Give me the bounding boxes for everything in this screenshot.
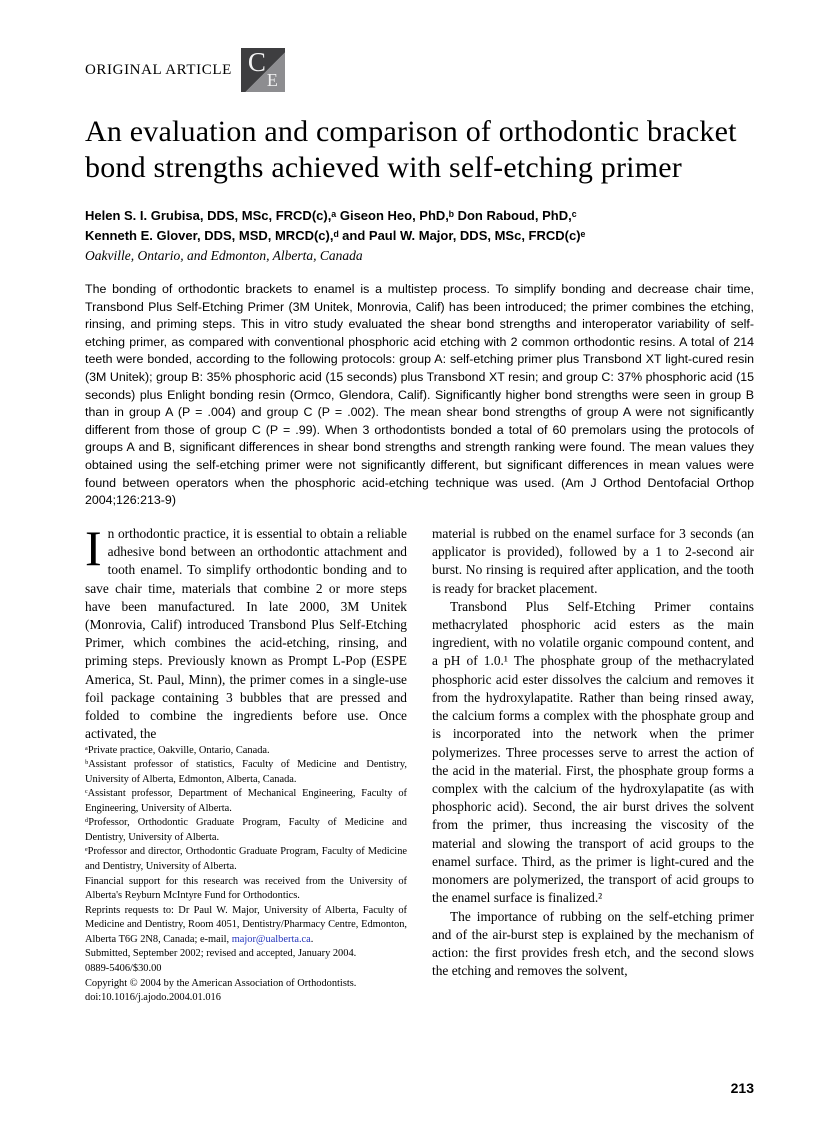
affiliation-line: Oakville, Ontario, and Edmonton, Alberta, Canada	[85, 248, 363, 263]
body-paragraph-1: material is rubbed on the enamel surface for 3 seconds (an applicator is provided), followed by a 1 to 2-second air burst. No rinsing is required after application, and the tooth is ready for bracket placement.	[432, 525, 754, 596]
footnote-affiliation-a: ᵃPrivate practice, Oakville, Ontario, Canada.	[85, 744, 270, 756]
intro-paragraph	[85, 519, 407, 744]
footnote-affiliation-b: ᵇAssistant professor of statistics, Faculty of Medicine and Dentistry, University of Alberta, Edmonton, Alberta, Canada.	[85, 759, 407, 785]
footnote-affiliation-e: ᵉProfessor and director, Orthodontic Graduate Program, Faculty of Medicine and Dentistry, University of Alberta.	[85, 846, 407, 873]
left-column	[85, 519, 407, 1052]
email-link[interactable]: major@ualberta.ca	[231, 933, 311, 945]
footnote-reprints-period: .	[310, 933, 314, 945]
authors-block	[85, 206, 754, 245]
ce-badge-letter-c: C	[247, 47, 266, 77]
ce-badge-letter-e: E	[266, 70, 278, 91]
right-column	[432, 525, 754, 1052]
footnotes-block	[85, 744, 407, 1052]
intro-paragraph-text: n orthodontic practice, it is essential to obtain a reliable adhesive bond between an orthodontic attachment and tooth enamel. To simplify orthodontic bonding and to save chair time, materials that combine 2 or more steps have been manufactured. In late 2000, 3M Unitek (Monrovia, Calif) introduced Transbond Plus Self-Etching Primer, which combines the acid-etching, rinsing, and priming steps. Previously known as Prompt L-Pop (ESPE America, St. Paul, Minn), the primer comes in a single-use foil package containing 3 bubbles that are pressed and folded to combine the ingredients before use. Once activated, the	[85, 525, 407, 742]
footnote-submitted-date: Submitted, September 2002; revised and accepted, January 2004.	[85, 948, 357, 960]
authors-line-2: Kenneth E. Glover, DDS, MSD, MRCD(c),ᵈ and Paul W. Major, DDS, MSc, FRCD(c)ᵉ	[85, 227, 586, 243]
ce-badge-icon	[241, 48, 285, 92]
footnote-reprints	[85, 904, 407, 948]
footnote-financial-support: Financial support for this research was received from the University of Alberta's Reyburn McIntyre Fund for Orthodontics.	[85, 875, 407, 902]
footnote-copyright: Copyright © 2004 by the American Association of Orthodontists.	[85, 977, 357, 989]
drop-cap: I	[85, 519, 102, 576]
footnote-reprints-text: Reprints requests to: Dr Paul W. Major, University of Alberta, Faculty of Medicine and Dentistry, Room 4051, Dentistry/Pharmacy Centre, Edmonton, Alberta T6G 2N8, Canada; e-mail,	[85, 904, 407, 945]
footnote-affiliation-d: ᵈProfessor, Orthodontic Graduate Program, Faculty of Medicine and Dentistry, University of Alberta.	[85, 817, 407, 843]
body-paragraph-3: The importance of rubbing on the self-etching primer and of the air-burst step is explained by the mechanism of action: the first provides fresh etch, and the second slows the etching and removes the solvent,	[432, 908, 754, 979]
page-number: 213	[730, 1080, 754, 1096]
footnote-issn-price: 0889-5406/$30.00	[85, 962, 162, 974]
article-title: An evaluation and comparison of orthodontic bracket bond strengths achieved with self-etching primer	[85, 115, 737, 184]
body-paragraph-2: Transbond Plus Self-Etching Primer contains methacrylated phosphoric acid esters as the main ingredient, with no volatile organic compound content, and a pH of 1.0.¹ The phosphate group of the methacrylated phosphoric acid ester dissolves the calcium and removes it from the hydroxylapatite. Rather than being rinsed away, the calcium forms a complex with the phosphate group and is incorporated into the network when the primer polymerizes. Three processes serve to arrest the action of the acid in the material. First, the phosphate group forms a complex with the calcium of the hydroxylapatite (as with phosphoric acid). Second, the air burst drives the solvent from the primer, thus increasing the viscosity of the material and slowing the transport of acid groups to the enamel surface. Third, as the primer is light-cured and the monomers are polymerized, the transport of acid groups to the enamel surface is finalized.²	[432, 598, 754, 906]
footnote-affiliation-c: ᶜAssistant professor, Department of Mechanical Engineering, Faculty of Engineering, University of Alberta.	[85, 788, 407, 814]
footnote-doi: doi:10.1016/j.ajodo.2004.01.016	[85, 992, 221, 1004]
authors-line-1: Helen S. I. Grubisa, DDS, MSc, FRCD(c),ᵃ Giseon Heo, PhD,ᵇ Don Raboud, PhD,ᶜ	[85, 208, 577, 223]
body-columns	[85, 519, 754, 1052]
article-type-label: ORIGINAL ARTICLE	[85, 62, 232, 78]
abstract-paragraph: The bonding of orthodontic brackets to enamel is a multistep process. To simplify bonding and decrease chair time, Transbond Plus Self-Etching Primer (3M Unitek, Monrovia, Calif) has been introduced; the primer combines the etching, rinsing, and priming steps. This in vitro study evaluated the shear bond strengths and interoperator variability of self-etching primer, as compared with conventional phosphoric acid etching with 2 common orthodontic resins. A total of 214 teeth were bonded, according to the following protocols: group A: self-etching primer plus Transbond XT light-cured resin (3M Unitek); group B: 35% phosphoric acid (15 seconds) plus Transbond XT resin; and group C: 37% phosphoric acid (15 seconds) plus Enlight bonding resin (Ormco, Glendora, Calif). Significantly higher bond strengths were seen in group B than in group A (P = .004) and group C (P = .002). The mean shear bond strengths of group A were not significantly different from those of group C (P = .99). When 3 orthodontists bonded a total of 60 premolars using the protocols of groups A and B, significant differences in shear bond strengths and strength ranking were found. The mean values they obtained using the self-etching primer were not significantly different, but significant differences in mean values were found between operators when the phosphoric acid-etching technique was used. (Am J Orthod Dentofacial Orthop 2004;126:213-9)	[85, 282, 754, 508]
article-type-header	[85, 48, 754, 92]
